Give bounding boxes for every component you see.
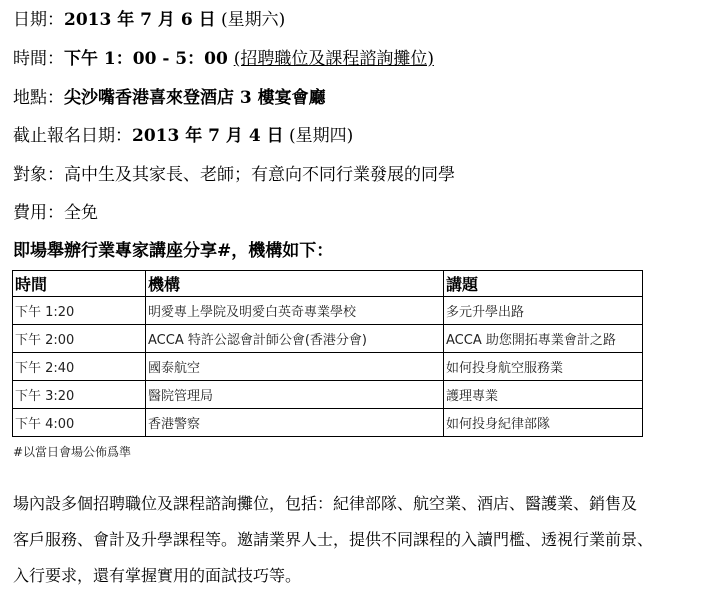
schedule-table [12,270,643,437]
time-line [13,49,434,69]
fee-label: 費用： [13,203,64,223]
paragraph-line: 入行要求，還有掌握實用的面試技巧等。 [13,566,302,585]
date-line [13,10,285,30]
target-line [13,165,455,185]
cell-time: 下午 2:40 [13,353,146,381]
table-row [13,325,643,353]
target-value: 高中生及其家長、老師；有意向不同行業發展的同學 [64,165,455,185]
venue-label: 地點： [13,88,64,108]
cell-time: 下午 4:00 [13,409,146,437]
time-label: 時間： [13,49,64,69]
date-label: 日期： [13,10,64,30]
target-label: 對象： [13,165,64,185]
cell-topic: 如何投身紀律部隊 [444,409,643,437]
paragraph-line: 客戶服務、會計及升學課程等。邀請業界人士，提供不同課程的入讀門檻、透視行業前景、 [13,530,654,549]
cell-topic: ACCA 助您開拓專業會計之路 [444,325,643,353]
table-footnote: #以當日會場公佈爲準 [13,445,132,459]
venue-value: 尖沙嘴香港喜來登酒店 3 樓宴會廳 [64,88,326,108]
fee-line [13,203,98,223]
fee-value: 全免 [64,203,98,223]
cell-time: 下午 1:20 [13,297,146,325]
cell-time: 下午 2:00 [13,325,146,353]
cell-organization: ACCA 特許公認會計師公會(香港分會) [146,325,444,353]
table-row [13,381,643,409]
table-row [13,297,643,325]
date-weekday: (星期六) [215,10,286,30]
time-value: 下午 1：00 - 5：00 [64,49,234,69]
deadline-weekday: (星期四) [283,126,354,146]
table-header-row [13,271,643,297]
venue-line [13,88,326,108]
header-organization: 機構 [146,271,444,297]
header-time: 時間 [13,271,146,297]
cell-topic: 多元升學出路 [444,297,643,325]
cell-organization: 醫院管理局 [146,381,444,409]
cell-topic: 護理專業 [444,381,643,409]
table-row [13,409,643,437]
header-topic: 講題 [444,271,643,297]
paragraph-line: 場內設多個招聘職位及課程諮詢攤位，包括：紀律部隊、航空業、酒店、醫護業、銷售及 [13,494,638,513]
deadline-line [13,126,353,146]
cell-organization: 香港警察 [146,409,444,437]
cell-topic: 如何投身航空服務業 [444,353,643,381]
cell-organization: 明愛專上學院及明愛白英奇專業學校 [146,297,444,325]
talks-heading: 即場舉辦行業專家講座分享#，機構如下： [13,241,334,261]
deadline-label: 截止報名日期： [13,126,132,146]
date-value: 2013 年 7 月 6 日 [64,10,216,30]
cell-organization: 國泰航空 [146,353,444,381]
time-note: (招聘職位及課程諮詢攤位) [233,49,434,69]
cell-time: 下午 3:20 [13,381,146,409]
table-row [13,353,643,381]
deadline-value: 2013 年 7 月 4 日 [132,126,284,146]
description-paragraph [13,486,725,594]
